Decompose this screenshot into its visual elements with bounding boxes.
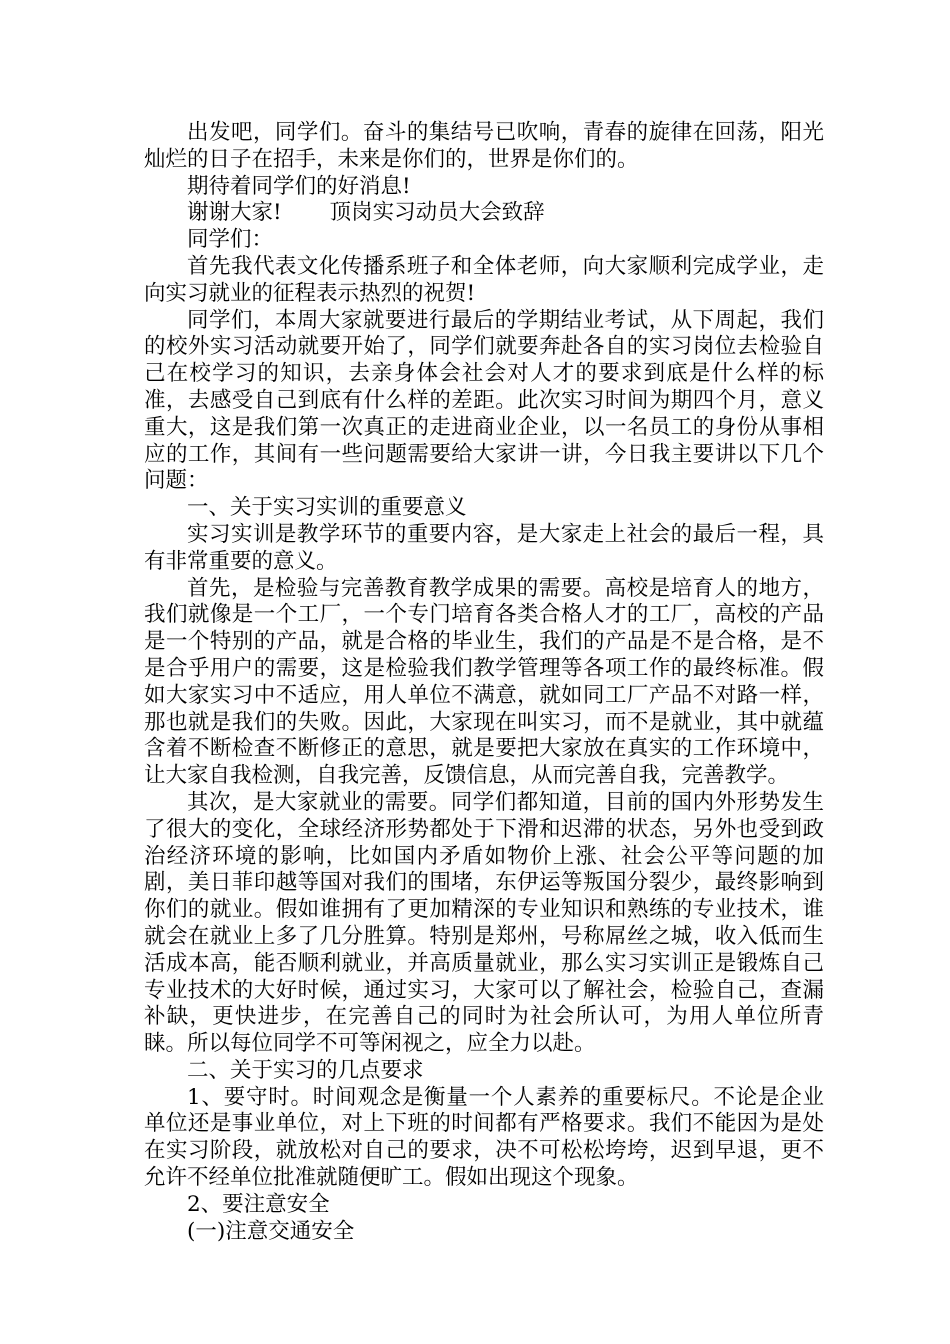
section-heading-1: 一、关于实习实训的重要意义 xyxy=(187,495,467,521)
paragraph-good-news: 期待着同学们的好消息! xyxy=(187,173,411,199)
paragraph-traffic-safety: (一)注意交通安全 xyxy=(187,1218,355,1244)
paragraph-intro: 同学们，本周大家就要进行最后的学期结业考试，从下周起，我们的校外实习活动就要开始了，同学们就要奔赴各自的实习岗位去检验自己在校学习的知识，去亲身体会社会对人才的要求到底是什么样的标准，去感受自己到底有什么样的差距。此次实习时间为期四个月，意义重大，这是我们第一次真正的走进商业企业，以一名员工的身份从事相应的工作，其间有一些问题需要给大家讲一讲，今日我主要讲以下几个问题： xyxy=(144,307,824,494)
paragraph-congratulations: 首先我代表文化传播系班子和全体老师，向大家顺利完成学业，走向实习就业的征程表示热烈的祝贺! xyxy=(144,253,824,306)
thanks-text: 谢谢大家! xyxy=(187,200,282,226)
section-heading-2: 二、关于实习的几点要求 xyxy=(187,1057,424,1083)
paragraph-punctuality: 1、要守时。时间观念是衡量一个人素养的重要标尺。不论是企业单位还是事业单位，对上下班的时间都有严格要求。我们不能因为是处在实习阶段，就放松对自己的要求，决不可松松垮垮，迟到早退，更不允许不经单位批准就随便旷工。假如出现这个现象。 xyxy=(144,1084,824,1191)
paragraph-thanks-and-title xyxy=(144,200,824,227)
paragraph-closing-call: 出发吧，同学们。奋斗的集结号已吹响，青春的旋律在回荡，阳光灿烂的日子在招手，未来是你们的，世界是你们的。 xyxy=(144,120,824,172)
paragraph-second-point: 其次，是大家就业的需要。同学们都知道，目前的国内外形势发生了很大的变化，全球经济形势都处于下滑和迟滞的状态，另外也受到政治经济环境的影响，比如国内矛盾如物价上涨、社会公平等问题的加剧，美日菲印越等国对我们的围堵，东伊运等叛国分裂少，最终影响到你们的就业。假如谁拥有了更加精深的专业知识和熟练的专业技术，谁就会在就业上多了几分胜算。特别是郑州，号称屌丝之城，收入低而生活成本高，能否顺利就业，并高质量就业，那么实习实训正是锻炼自己专业技术的大好时候，通过实习，大家可以了解社会，检验自己，查漏补缺，更快进步，在完善自己的同时为社会所认可，为用人单位所青睐。所以每位同学不可等闲视之，应全力以赴。 xyxy=(144,789,824,1057)
speech-title: 顶岗实习动员大会致辞 xyxy=(329,200,545,226)
paragraph-safety: 2、要注意安全 xyxy=(187,1191,330,1217)
paragraph-first-point: 首先，是检验与完善教育教学成果的需要。高校是培育人的地方，我们就像是一个工厂，一个专门培育各类合格人才的工厂，高校的产品是一个特别的产品，就是合格的毕业生，我们的产品是不是合格，是不是合乎用户的需要，这是检验我们教学管理等各项工作的最终标准。假如大家实习中不适应，用人单位不满意，就如同工厂产品不对路一样，那也就是我们的失败。因此，大家现在叫实习，而不是就业，其中就蕴含着不断检查不断修正的意思，就是要把大家放在真实的工作环境中，让大家自我检测，自我完善，反馈信息，从而完善自我，完善教学。 xyxy=(144,575,824,789)
document-body xyxy=(144,120,824,1245)
paragraph-significance: 实习实训是教学环节的重要内容，是大家走上社会的最后一程，具有非常重要的意义。 xyxy=(144,521,824,574)
paragraph-salutation: 同学们： xyxy=(187,227,274,253)
